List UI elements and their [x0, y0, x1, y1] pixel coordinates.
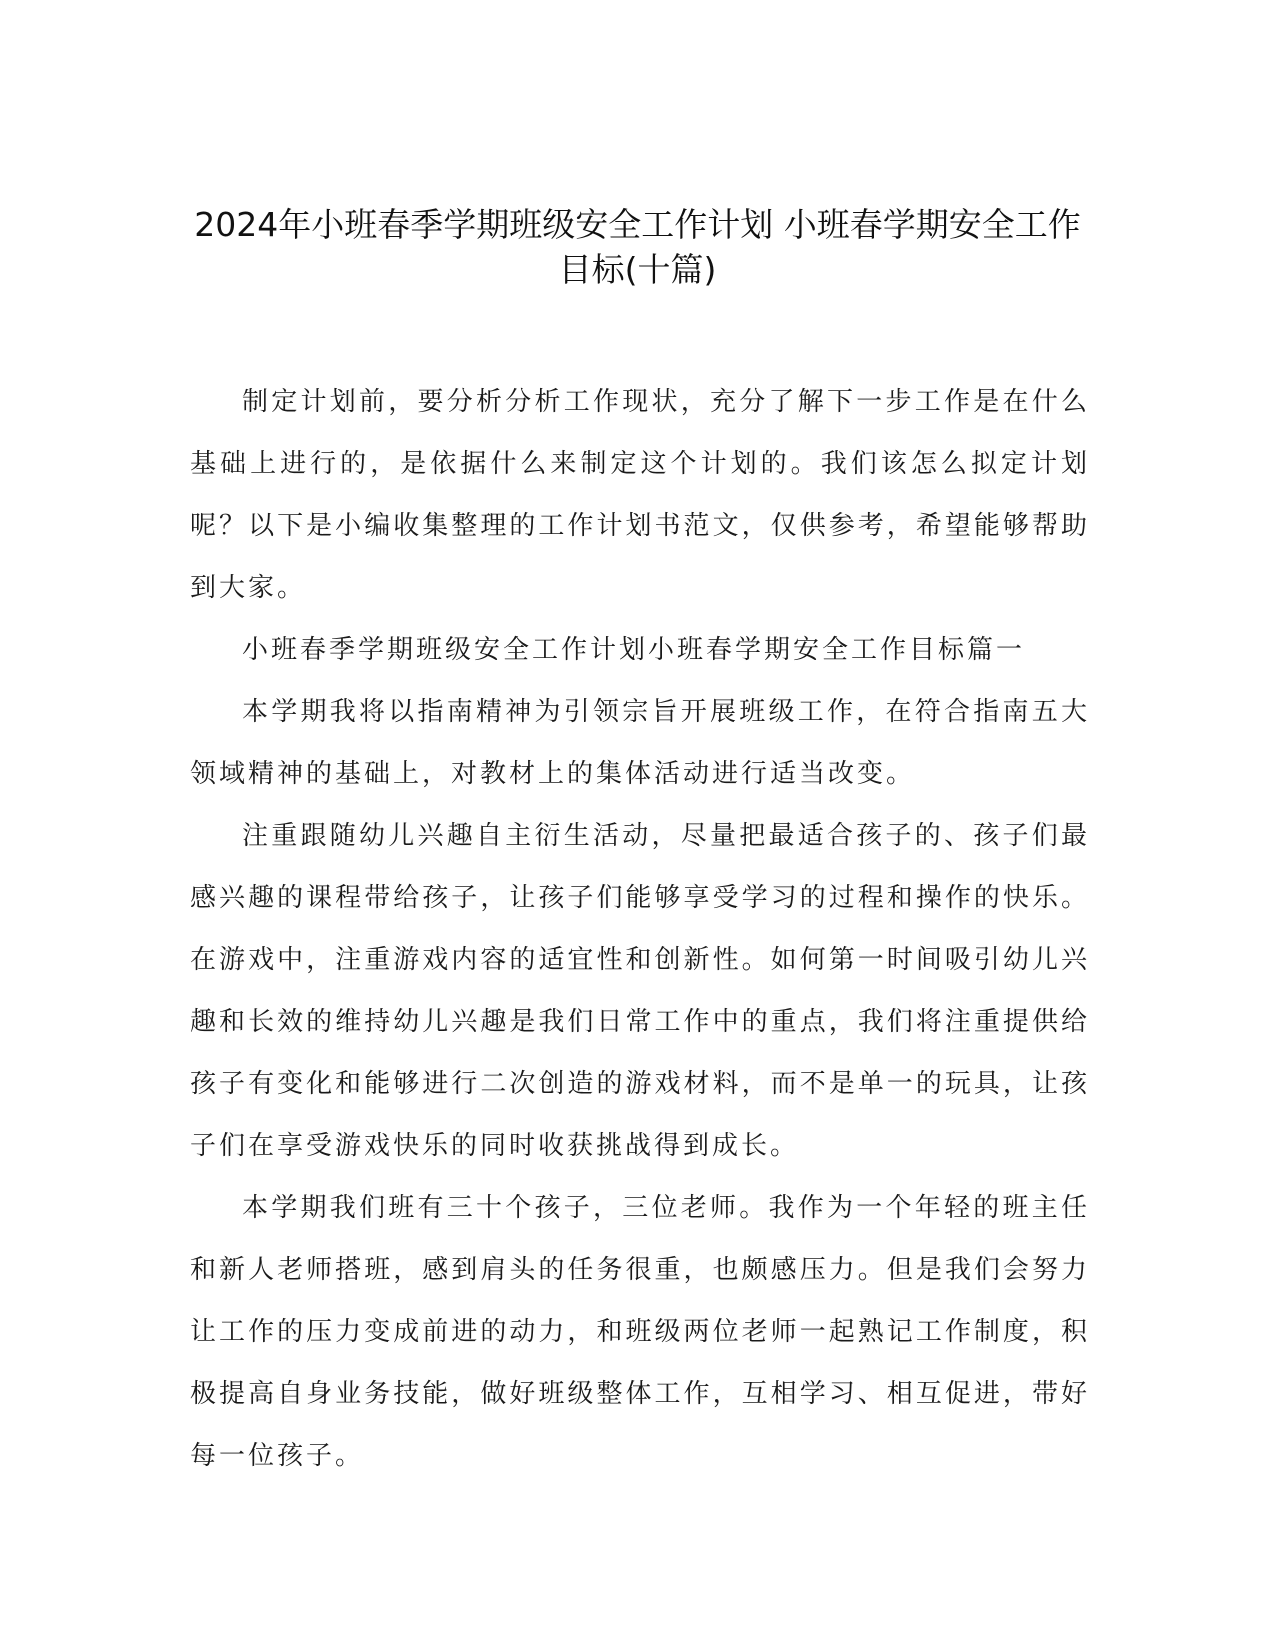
paragraph-section-heading: 小班春季学期班级安全工作计划小班春学期安全工作目标篇一 [242, 635, 1026, 665]
title-line-2: 目标(十篇) [558, 250, 717, 289]
title-line-1: 2024年小班春季学期班级安全工作计划 小班春学期安全工作 [194, 205, 1081, 244]
document-body [190, 371, 1090, 1487]
document-title [150, 202, 1125, 292]
paragraph: 注重跟随幼儿兴趣自主衍生活动，尽量把最适合孩子的、孩子们最感兴趣的课程带给孩子，让孩子们能够享受学习的过程和操作的快乐。在游戏中，注重游戏内容的适宜性和创新性。如何第一时间吸引幼儿兴趣和长效的维持幼儿兴趣是我们日常工作中的重点，我们将注重提供给孩子有变化和能够进行二次创造的游戏材料，而不是单一的玩具，让孩子们在享受游戏快乐的同时收获挑战得到成长。 [190, 821, 1090, 1161]
paragraph: 本学期我将以指南精神为引领宗旨开展班级工作，在符合指南五大领域精神的基础上，对教材上的集体活动进行适当改变。 [190, 697, 1090, 789]
paragraph: 本学期我们班有三十个孩子，三位老师。我作为一个年轻的班主任和新人老师搭班，感到肩头的任务很重，也颇感压力。但是我们会努力让工作的压力变成前进的动力，和班级两位老师一起熟记工作制度，积极提高自身业务技能，做好班级整体工作，互相学习、相互促进，带好每一位孩子。 [190, 1193, 1090, 1471]
paragraph-intro: 制定计划前，要分析分析工作现状，充分了解下一步工作是在什么基础上进行的，是依据什么来制定这个计划的。我们该怎么拟定计划呢？以下是小编收集整理的工作计划书范文，仅供参考，希望能够帮助到大家。 [190, 387, 1090, 603]
